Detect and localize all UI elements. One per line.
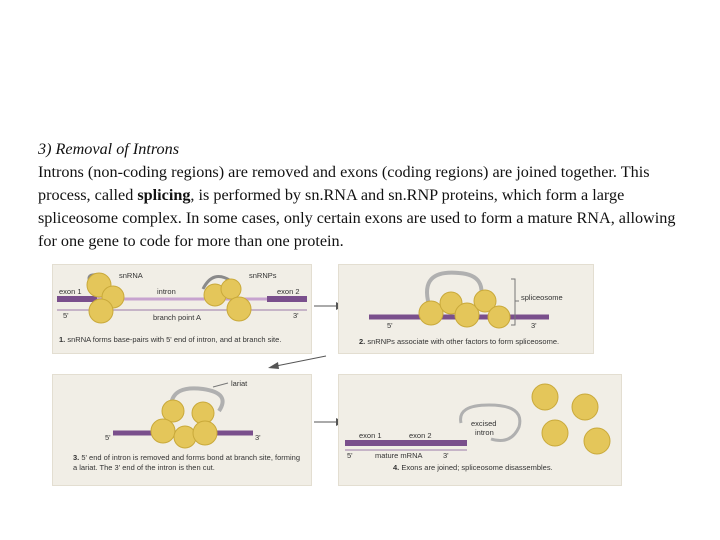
spliceosome-cluster — [419, 290, 510, 328]
exon-2-bar — [407, 440, 467, 446]
label-mature-mrna: mature mRNA — [375, 451, 423, 460]
panel-2 — [338, 264, 594, 354]
lariat-pointer — [213, 383, 228, 387]
paragraph — [38, 161, 688, 253]
caption-2: 2. snRNPs associate with other factors to form spliceosome. — [359, 337, 560, 346]
exon-1-bar — [345, 440, 407, 446]
label-5-prime: 5' — [105, 433, 111, 442]
caption-1: 1. snRNA forms base-pairs with 5' end of intron, and at branch site. — [59, 335, 282, 344]
label-excised: excised — [471, 419, 497, 428]
text-block — [38, 138, 688, 253]
label-3-prime: 3' — [531, 321, 537, 330]
label-5-prime: 5' — [63, 311, 69, 320]
exon-2-bar — [267, 296, 307, 302]
label-lariat: lariat — [231, 379, 248, 388]
label-5-prime: 5' — [387, 321, 393, 330]
paragraph-bold-term: splicing — [137, 186, 191, 204]
label-5-prime: 5' — [347, 451, 353, 460]
label-3-prime: 3' — [293, 311, 299, 320]
label-3-prime: 3' — [255, 433, 261, 442]
exon-1-bar — [57, 296, 97, 302]
arrow-2-to-3 — [268, 354, 328, 370]
label-3-prime: 3' — [443, 451, 449, 460]
panel-3 — [52, 374, 312, 486]
label-exon-1: exon 1 — [359, 431, 382, 440]
spliceosome-cluster — [151, 400, 217, 448]
label-exon-2: exon 2 — [409, 431, 432, 440]
label-intron: intron — [157, 287, 176, 296]
paragraph-part-2: , is performed by sn.RNA and sn.RNP proteins, which form a large spliceosome complex. In some cases, only certain exons are used to form a mature RNA, allowing for one gene to code for more than one protein. — [38, 186, 676, 250]
caption-3: 3. 5' end of intron is removed and forms bond at branch site, forming a lariat. The 3' end of the intron is then cut. — [73, 453, 300, 472]
panel-1 — [52, 264, 312, 354]
label-exon-1: exon 1 — [59, 287, 82, 296]
section-heading: 3) Removal of Introns — [38, 140, 180, 158]
caption-4: 4. Exons are joined; spliceosome disassembles. — [393, 463, 553, 472]
label-intron: intron — [475, 428, 494, 437]
label-branch-point: branch point A — [153, 313, 201, 322]
label-spliceosome: spliceosome — [521, 293, 563, 302]
paragraph-part-1: Introns (non-coding regions) are removed and exons (coding regions) are joined together. This process, called — [38, 163, 650, 204]
label-exon-2: exon 2 — [277, 287, 300, 296]
label-snrnps: snRNPs — [249, 271, 277, 280]
label-snrna: snRNA — [119, 271, 143, 280]
panel-4 — [338, 374, 622, 486]
released-snrnps — [532, 384, 610, 454]
